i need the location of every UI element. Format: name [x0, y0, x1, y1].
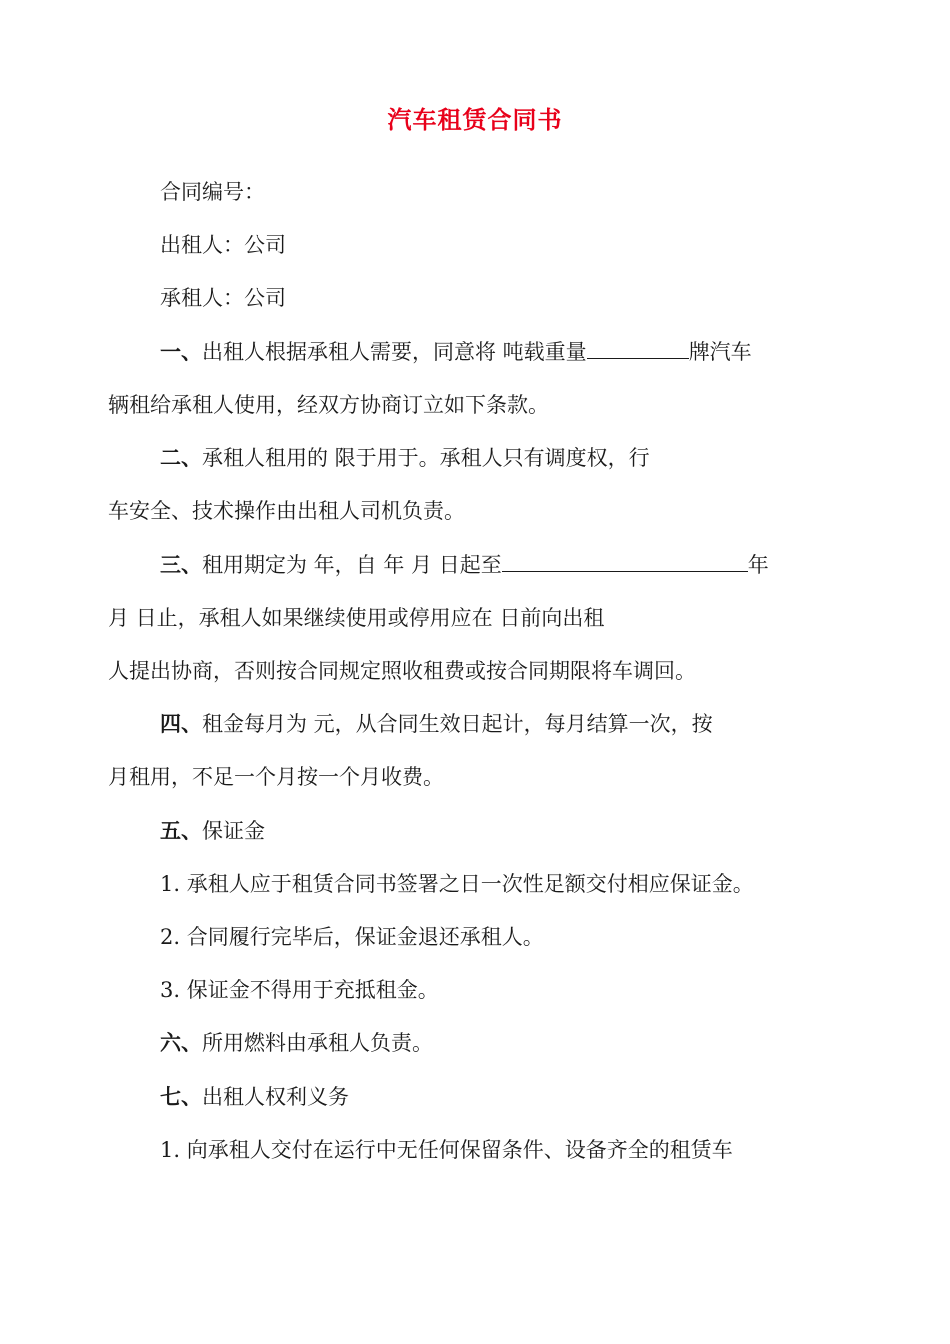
clause-3-line-2: 月 日止，承租人如果继续使用或停用应在 日前向出租	[108, 606, 605, 630]
clause-5-heading-text: 保证金	[202, 819, 265, 843]
clause-1-text-b: 牌汽车	[688, 340, 752, 364]
clause-2-line-1	[160, 443, 650, 473]
clause-7-heading	[160, 1082, 349, 1112]
lessee-line: 承租人：公司	[160, 286, 286, 310]
clause-4-text: 租金每月为 元，从合同生效日起计，每月结算一次，按	[202, 712, 713, 736]
clause-4-line-2: 月租用，不足一个月按一个月收费。	[108, 765, 444, 789]
clause-3-blank	[502, 549, 748, 572]
clause-7-heading-text: 出租人权利义务	[202, 1085, 349, 1109]
clause-1-number: 一、	[160, 339, 202, 364]
clause-6-line	[160, 1028, 433, 1058]
document-title: 汽车租赁合同书	[387, 105, 563, 134]
clause-7-number: 七、	[160, 1084, 202, 1109]
clause-1-line-2: 辆租给承租人使用，经双方协商订立如下条款。	[108, 393, 549, 417]
clause-5-heading	[160, 816, 265, 846]
clause-1-blank	[587, 336, 689, 359]
clause-2-text: 承租人租用的 限于用于。承租人只有调度权，行	[202, 446, 650, 470]
clause-3-text-b: 年	[747, 553, 769, 577]
clause-3-number: 三、	[160, 552, 202, 577]
clause-4-number: 四、	[160, 711, 202, 736]
clause-7-item-1: 1. 向承租人交付在运行中无任何保留条件、设备齐全的租赁车	[160, 1138, 733, 1162]
clause-6-text: 所用燃料由承租人负责。	[202, 1031, 433, 1055]
clause-2-number: 二、	[160, 445, 202, 470]
lessor-line: 出租人：公司	[160, 233, 286, 257]
clause-5-item-1: 1. 承租人应于租赁合同书签署之日一次性足额交付相应保证金。	[160, 872, 754, 896]
clause-4-line-1	[160, 709, 713, 739]
clause-3-line-1	[160, 549, 769, 580]
clause-5-item-2: 2. 合同履行完毕后，保证金退还承租人。	[160, 925, 544, 949]
clause-3-text-a: 租用期定为 年，自 年 月 日起至	[202, 553, 502, 577]
clause-1-text-a: 出租人根据承租人需要，同意将 吨载重量	[202, 340, 587, 364]
clause-5-number: 五、	[160, 818, 202, 843]
clause-3-line-3: 人提出协商，否则按合同规定照收租费或按合同期限将车调回。	[108, 659, 696, 683]
clause-5-item-3: 3. 保证金不得用于充抵租金。	[160, 978, 439, 1002]
clause-1-line-1	[160, 336, 752, 367]
contract-number-line: 合同编号：	[160, 180, 265, 204]
clause-6-number: 六、	[160, 1030, 202, 1055]
clause-2-line-2: 车安全、技术操作由出租人司机负责。	[108, 499, 465, 523]
